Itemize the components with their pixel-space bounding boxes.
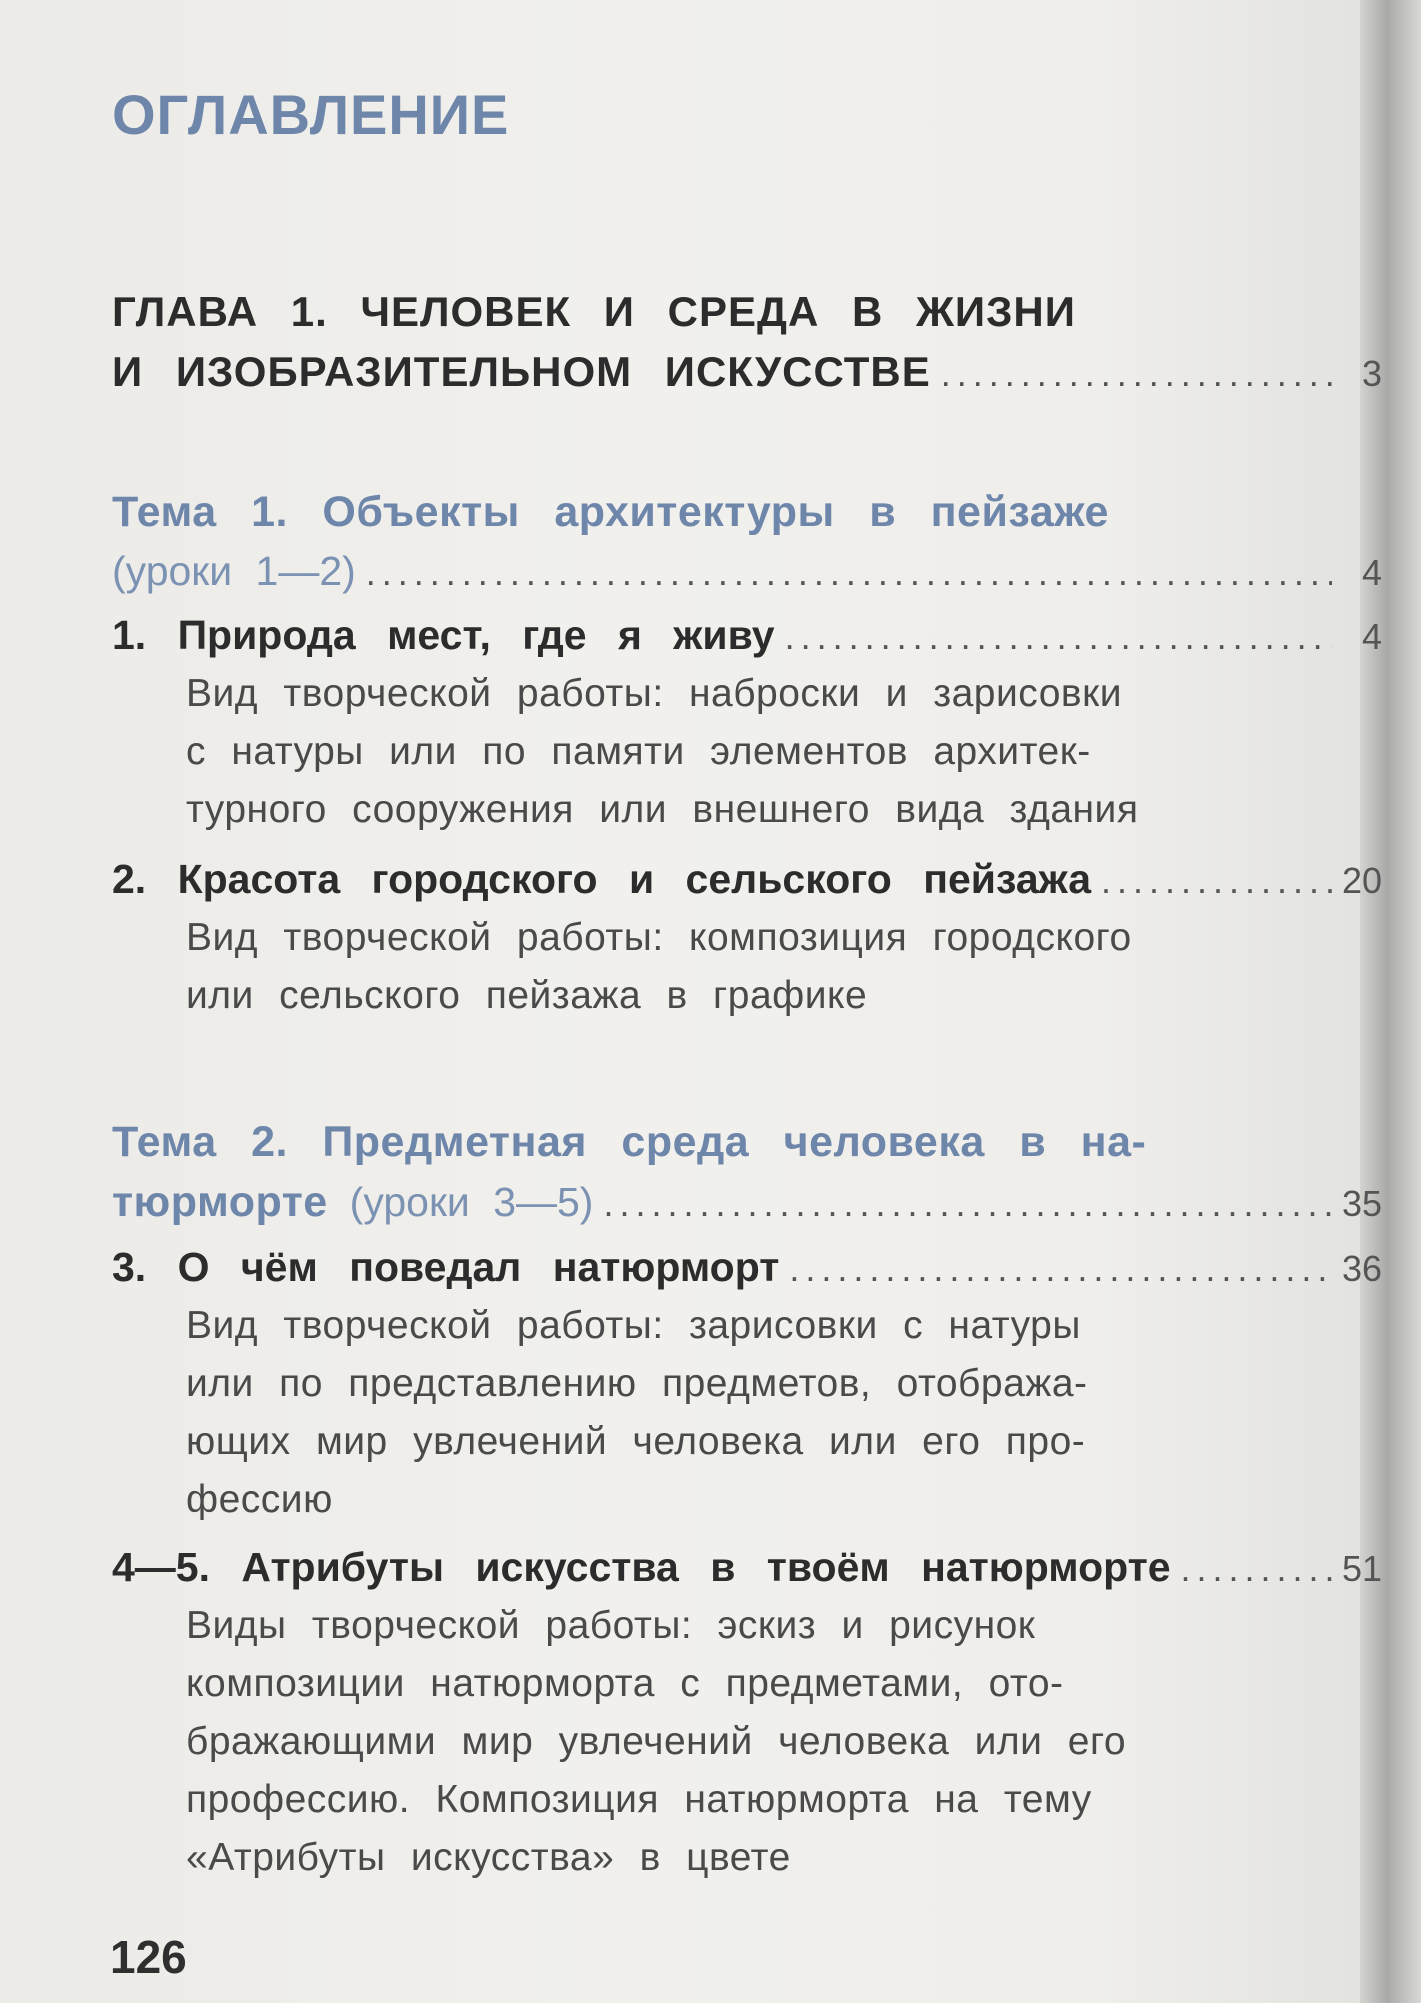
toc-item-desc [186, 1420, 1421, 1480]
chapter-heading-line1 [112, 288, 1382, 348]
desc-line: композиции натюрморта с предметами, ото- [186, 1662, 1064, 1705]
topic1-page: 4 [1361, 552, 1382, 593]
desc-line: или сельского пейзажа в графике [186, 974, 868, 1017]
chapter-page: 3 [1361, 353, 1382, 394]
desc-line: турного сооружения или внешнего вида здания [186, 788, 1139, 831]
desc-line: «Атрибуты искусства» в цвете [186, 1836, 791, 1879]
toc-item-desc [186, 916, 1421, 976]
toc-item-2[interactable] [112, 856, 1382, 916]
toc-item-desc [186, 1836, 1421, 1896]
desc-line: Вид творческой работы: наброски и зарисовки [186, 672, 1122, 715]
desc-line: ющих мир увлечений человека или его про- [186, 1420, 1086, 1463]
toc-item-desc [186, 730, 1421, 790]
toc-item-desc [186, 1720, 1421, 1780]
topic2-title-line2: тюрморте [112, 1178, 328, 1226]
topic2-page: 35 [1341, 1183, 1382, 1224]
desc-line: с натуры или по памяти элементов архитек- [186, 730, 1091, 773]
leader-dots [1181, 1548, 1333, 1590]
toc-item-page: 4 [1361, 616, 1382, 657]
toc-item-desc [186, 788, 1421, 848]
desc-line: Вид творческой работы: композиция городского [186, 916, 1132, 959]
toc-item-desc [186, 1662, 1421, 1722]
chapter-heading-line2[interactable] [112, 348, 1382, 408]
desc-line: Вид творческой работы: зарисовки с натуры [186, 1304, 1081, 1347]
toc-item-page: 51 [1341, 1548, 1382, 1589]
leader-dots [789, 1248, 1332, 1290]
toc-item-title: 4—5. Атрибуты искусства в твоём натюрморте [112, 1544, 1171, 1590]
leader-dots [1101, 860, 1332, 902]
leader-dots [366, 552, 1332, 594]
toc-item-desc [186, 1478, 1421, 1538]
toc-item-title: 3. О чём поведал натюрморт [112, 1244, 780, 1290]
toc-item-title: 1. Природа мест, где я живу [112, 612, 775, 658]
desc-line: Виды творческой работы: эскиз и рисунок [186, 1604, 1036, 1647]
topic1-title: Тема 1. Объекты архитектуры в пейзаже [112, 488, 1109, 536]
topic2-heading-line2[interactable] [112, 1178, 1382, 1238]
topic2-title-line1: Тема 2. Предметная среда человека в на- [112, 1118, 1147, 1166]
topic1-lessons-line[interactable] [112, 548, 1382, 608]
toc-item-4-5[interactable] [112, 1544, 1382, 1604]
toc-item-page: 36 [1341, 1248, 1382, 1289]
toc-item-3[interactable] [112, 1244, 1382, 1304]
topic2-heading [112, 1118, 1382, 1178]
toc-title: ОГЛАВЛЕНИЕ [112, 83, 510, 146]
toc-item-desc [186, 1778, 1421, 1838]
toc-item-desc [186, 974, 1421, 1034]
toc-item-1[interactable] [112, 612, 1382, 672]
chapter-title-line1: ГЛАВА 1. ЧЕЛОВЕК И СРЕДА В ЖИЗНИ [112, 288, 1076, 335]
toc-item-page: 20 [1341, 860, 1382, 901]
toc-item-desc [186, 1362, 1421, 1422]
toc-item-title: 2. Красота городского и сельского пейзажа [112, 856, 1091, 902]
leader-dots [785, 616, 1332, 658]
desc-line: или по представлению предметов, отобража- [186, 1362, 1088, 1405]
desc-line: фессию [186, 1478, 333, 1521]
topic1-heading [112, 488, 1382, 548]
page-number: 126 [110, 1931, 187, 1983]
topic2-lessons: (уроки 3—5) [349, 1179, 594, 1225]
toc-item-desc [186, 672, 1421, 732]
topic1-lessons: (уроки 1—2) [112, 548, 356, 594]
toc-item-desc [186, 1604, 1421, 1664]
leader-dots [941, 353, 1332, 395]
toc-item-desc [186, 1304, 1421, 1364]
chapter-title-line2: И ИЗОБРАЗИТЕЛЬНОМ ИСКУССТВЕ [112, 348, 931, 395]
desc-line: бражающими мир увлечений человека или его [186, 1720, 1127, 1763]
leader-dots [603, 1183, 1332, 1225]
desc-line: профессию. Композиция натюрморта на тему [186, 1778, 1092, 1821]
